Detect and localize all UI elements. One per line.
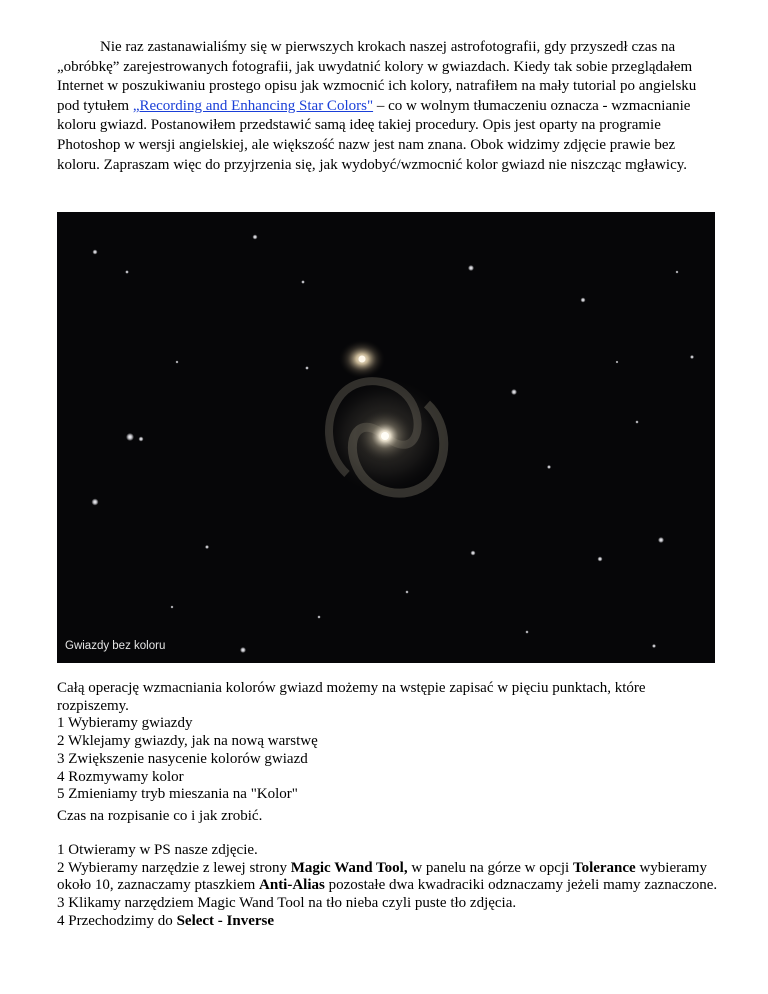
howto-step-2-text: wybieramy około 10, zaznaczamy ptaszkiem: [57, 859, 707, 894]
summary-intro: Całą operację wzmacniania kolorów gwiazd możemy na wstępie zapisać w pięciu punktach, które rozpiszemy.: [57, 680, 646, 714]
summary-step: 1 Wybieramy gwiazdy: [57, 715, 193, 732]
intro-paragraph: [57, 38, 719, 175]
howto-step-1: 1 Otwieramy w PS nasze zdjęcie.: [57, 842, 258, 858]
howto-step-3: 3 Klikamy narzędziem Magic Wand Tool na tło nieba czyli puste tło zdjęcia.: [57, 895, 517, 912]
howto-section: [57, 842, 719, 931]
howto-step-2-text: pozostałe dwa kwadraciki odznaczamy jeżeli mamy zaznaczone.: [324, 877, 718, 894]
spiral-galaxy: [317, 374, 453, 498]
summary-step: 2 Wklejamy gwiazdy, jak na nową warstwę: [57, 733, 318, 750]
howto-step-4-text: 4 Przechodzimy do: [57, 912, 177, 929]
howto-step-2-text: w panelu na górze w opcji: [407, 859, 573, 876]
galaxy-photo: [57, 212, 715, 663]
howto-heading: Czas na rozpisanie co i jak zrobić.: [57, 808, 263, 824]
photo-caption: Gwiazdy bez koloru: [65, 640, 166, 652]
intro-text-after-link: – co w wolnym tłumaczeniu oznacza - wzmacnianie koloru gwiazd. Postanowiłem przedstawić samą ideę takiej procedury. Opis jest oparty na programie Photoshop w wersji angielskiej, ale większość nazw jest nam znana. Obok widzimy zdjęcie prawie bez koloru. Zapraszam więc do przyjrzenia się, jak wydobyć/wzmocnić kolor gwiazd nie niszcząc mgławicy.: [57, 97, 691, 173]
summary-step: 5 Zmieniamy tryb mieszania na "Kolor": [57, 786, 298, 803]
intro-text-before-link: Nie raz zastanawialiśmy się w pierwszych krokach naszej astrofotografii, gdy przyszedł czas na „obróbkę” zarejestrowanych fotografii, jak uwydatnić kolory w gwiazdach. Kiedy tak sobie przeglądałem Internet w poszukiwaniu prostego opisu jak wzmocnić ich kolory, natrafiłem na mały tutorial po angielsku pod tytułem: [57, 39, 697, 114]
howto-step-2-text: 2 Wybieramy narzędzie z lewej strony: [57, 859, 291, 876]
summary-section: [57, 680, 719, 804]
tolerance-term: Tolerance: [572, 859, 636, 876]
galaxy-image: [57, 212, 715, 663]
tutorial-link[interactable]: „Recording and Enhancing Star Colors": [132, 97, 374, 114]
magic-wand-term: Magic Wand Tool,: [290, 859, 408, 876]
select-inverse-term: Select - Inverse: [176, 912, 275, 929]
summary-step: 3 Zwiększenie nasycenie kolorów gwiazd: [57, 750, 308, 767]
howto-step-4: [57, 913, 719, 931]
howto-step-2: [57, 860, 719, 895]
companion-galaxy: [338, 339, 386, 379]
summary-step: 4 Rozmywamy kolor: [57, 768, 184, 785]
anti-alias-term: Anti-Alias: [259, 877, 325, 894]
